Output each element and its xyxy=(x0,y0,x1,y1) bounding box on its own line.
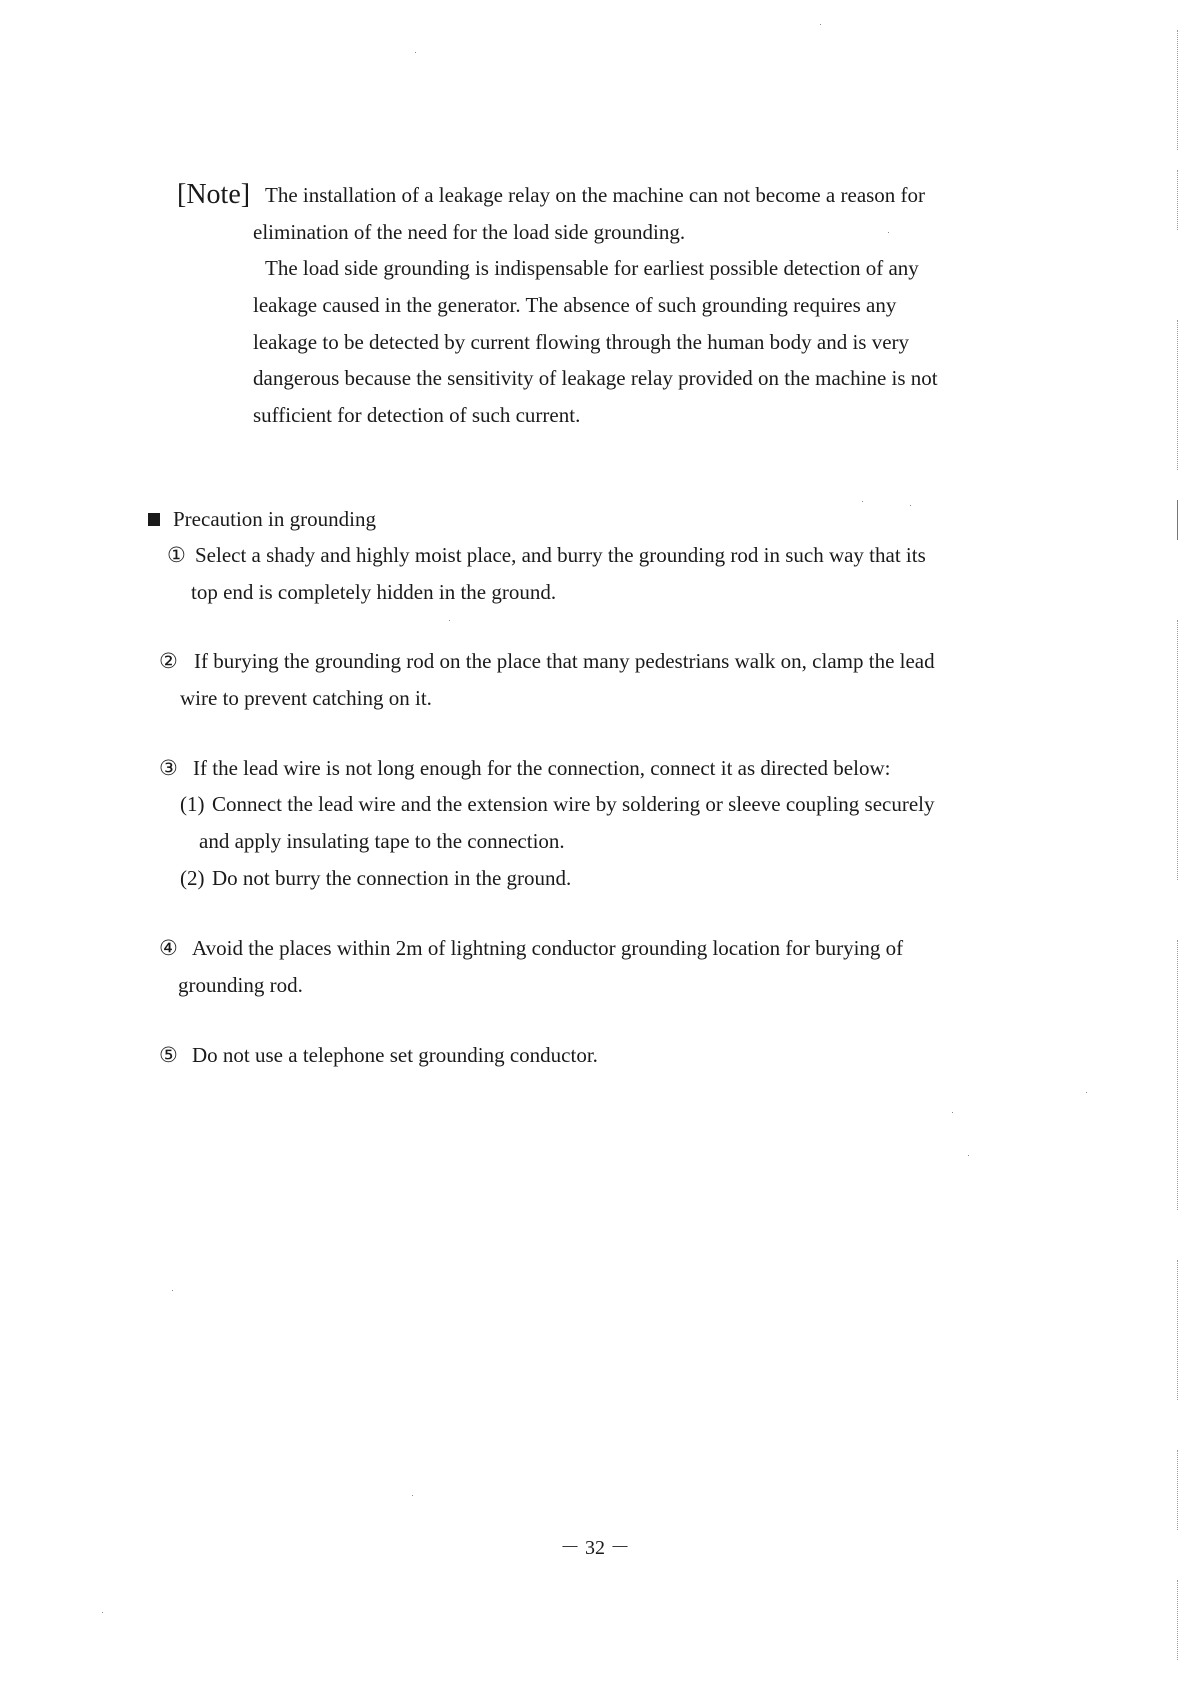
scan-speck xyxy=(910,505,911,506)
note-line: The installation of a leakage relay on the machine can not become a reason for xyxy=(265,183,926,207)
scan-margin-line xyxy=(1177,500,1178,540)
scan-margin-line xyxy=(1177,940,1178,1210)
sub-item-marker: (1) xyxy=(180,792,205,816)
scan-speck xyxy=(412,1495,413,1496)
list-item-line: Avoid the places within 2m of lightning conductor grounding location for burying of xyxy=(192,936,904,960)
scan-margin-line xyxy=(1177,320,1178,470)
scan-speck xyxy=(449,620,450,621)
list-item-line: Do not use a telephone set grounding conductor. xyxy=(192,1043,598,1067)
scan-speck xyxy=(1086,1092,1087,1093)
scan-margin-line xyxy=(1177,30,1178,150)
section-heading: Precaution in grounding xyxy=(173,507,376,531)
list-item-line: wire to prevent catching on it. xyxy=(180,686,432,710)
scan-speck xyxy=(820,24,821,25)
note-line: elimination of the need for the load side grounding. xyxy=(253,220,686,244)
scan-speck xyxy=(952,1112,953,1113)
note-line: sufficient for detection of such current. xyxy=(253,403,581,427)
list-item-marker: ⑤ xyxy=(159,1043,178,1067)
note-line: leakage caused in the generator. The absence of such grounding requires any xyxy=(253,293,897,317)
list-item-line: If burying the grounding rod on the place that many pedestrians walk on, clamp the lead xyxy=(194,649,935,673)
scan-margin-line xyxy=(1177,1580,1178,1660)
scan-margin-line xyxy=(1177,1450,1178,1530)
scan-speck xyxy=(102,1612,103,1613)
scan-margin-line xyxy=(1177,620,1178,880)
page-number: － 32 － xyxy=(560,1537,630,1559)
list-item-marker: ① xyxy=(167,543,186,567)
list-item-line: Select a shady and highly moist place, and burry the grounding rod in such way that its xyxy=(195,543,926,567)
square-bullet-icon xyxy=(148,513,160,526)
list-item-line: If the lead wire is not long enough for the connection, connect it as directed below: xyxy=(193,756,891,780)
note-label: [Note] xyxy=(177,179,251,210)
note-line: leakage to be detected by current flowing through the human body and is very xyxy=(253,330,910,354)
note-line: dangerous because the sensitivity of leakage relay provided on the machine is not xyxy=(253,366,938,390)
scan-speck xyxy=(862,501,863,502)
list-item-marker: ③ xyxy=(159,756,178,780)
sub-item-line: and apply insulating tape to the connection. xyxy=(199,829,565,853)
sub-item-line: Do not burry the connection in the ground. xyxy=(212,866,572,890)
list-item-marker: ④ xyxy=(159,936,178,960)
scan-speck xyxy=(172,1290,173,1291)
sub-item-line: Connect the lead wire and the extension wire by soldering or sleeve coupling securely xyxy=(212,792,935,816)
scan-speck xyxy=(968,1155,969,1156)
sub-item-marker: (2) xyxy=(180,866,205,890)
scan-margin-line xyxy=(1177,170,1178,230)
list-item-marker: ② xyxy=(159,649,178,673)
scan-speck xyxy=(415,52,416,53)
note-line: The load side grounding is indispensable for earliest possible detection of any xyxy=(265,256,919,280)
scan-speck xyxy=(888,232,889,233)
list-item-line: grounding rod. xyxy=(178,973,303,997)
scan-margin-line xyxy=(1177,1260,1178,1400)
list-item-line: top end is completely hidden in the ground. xyxy=(191,580,557,604)
